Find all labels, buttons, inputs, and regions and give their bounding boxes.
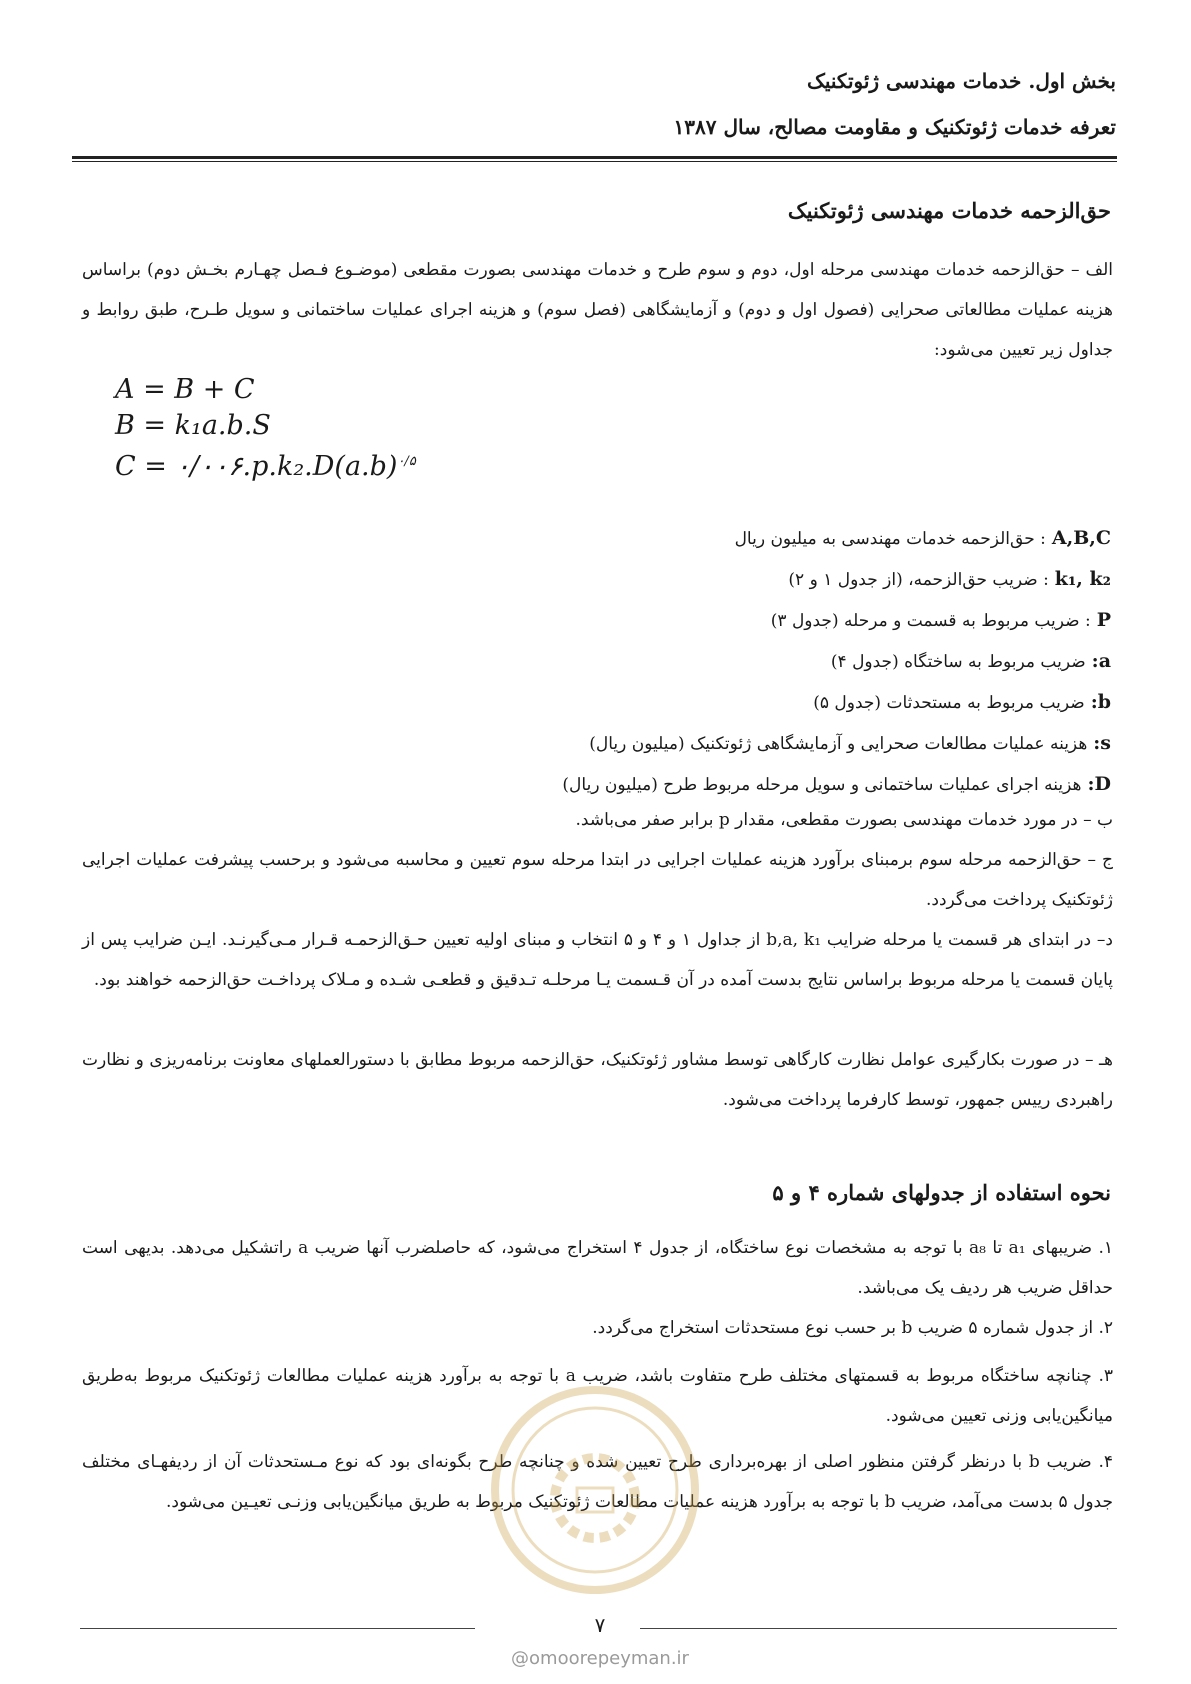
definition-symbol: a: — [1091, 650, 1111, 672]
footer-rule-right — [640, 1628, 1117, 1629]
definition-text: : ضریب مربوط به قسمت و مرحله (جدول ۳) — [770, 611, 1091, 631]
definition-symbol: A,B,C — [1051, 527, 1111, 549]
definition-text: : حق‌الزحمه خدمات مهندسی به میلیون ریال — [734, 529, 1046, 549]
formula-c — [115, 444, 416, 485]
definition-item — [562, 682, 1111, 723]
definition-symbol: P — [1096, 609, 1111, 631]
usage-item-1: ۱. ضریبهای a₁ تا a₈ با توجه به مشخصات نوع ساختگاه، از جدول ۴ استخراج می‌شود، که حاصلضرب آنها ضریب a راتشکیل می‌دهد. بدیهی است حداقل ضریب هر ردیف یک می‌باشد. — [82, 1238, 1113, 1298]
page-number: ۷ — [594, 1613, 606, 1637]
definition-symbol: D: — [1087, 773, 1111, 795]
formula-c-body: C = ۰/۰۰۶.p.k₂.D(a.b) — [115, 451, 398, 482]
definition-item — [562, 518, 1111, 559]
definition-text: ضریب مربوط به مستحدثات (جدول ۵) — [813, 693, 1085, 713]
header-rule-thick — [72, 156, 1117, 159]
definition-text: : ضریب حق‌الزحمه، (از جدول ۱ و ۲) — [788, 570, 1049, 590]
header-section-title: بخش اول. خدمات مهندسی ژئوتکنیک — [806, 69, 1116, 93]
watermark-seal-logo — [485, 1380, 705, 1600]
section1-title: حق‌الزحمه خدمات مهندسی ژئوتکنیک — [787, 198, 1111, 223]
formula-block — [115, 372, 416, 485]
definition-item — [562, 559, 1111, 600]
definition-item — [562, 723, 1111, 764]
paragraph-h: هـ – در صورت بکارگیری عوامل نظارت کارگاهی توسط مشاور ژئوتکنیک، حق‌الزحمه مربوط مطابق با دستورالعملهای معاونت برنامه‌ریزی و نظارت راهبردی رییس جمهور، توسط کارفرما پرداخت می‌شود. — [82, 1050, 1113, 1110]
usage-item-4: ۴. ضریب b با درنظر گرفتن منظور اصلی از بهره‌برداری طرح تعیین شده و چنانچه طرح بگونه‌ای بود که نوع مـستحدثات آن از ردیفهـای مختلف جدول ۵ بدست می‌آمد، ضریب b با توجه به برآورد هزینه عملیات مطالعات ژئوتکنیک مربوط به طریق میانگین‌یابی وزنـی تعیـین می‌شود. — [82, 1452, 1113, 1512]
definition-text: ضریب مربوط به ساختگاه (جدول ۴) — [830, 652, 1086, 672]
header-rule-thin — [72, 161, 1117, 162]
paragraph-b: ب – در مورد خدمات مهندسی بصورت مقطعی، مقدار p برابر صفر می‌باشد. — [575, 810, 1113, 830]
usage-item-3: ۳. چنانچه ساختگاه مربوط به قسمتهای مختلف طرح متفاوت باشد، ضریب a با توجه به برآورد هزینه عملیات مطالعات ژئوتکنیک مربوط به‌طریق میانگین‌یابی وزنی تعیین می‌شود. — [82, 1366, 1113, 1426]
usage-item-2: ۲. از جدول شماره ۵ ضریب b بر حسب نوع مستحدثات استخراج می‌گردد. — [592, 1318, 1113, 1338]
intro-paragraph: الف – حق‌الزحمه خدمات مهندسی مرحله اول، دوم و سوم طرح و خدمات مهندسی بصورت مقطعی (موضـوع فـصل چهـارم بخـش دوم) براساس هزینه عملیات مطالعاتی صحرایی (فصول اول و دوم) و آزمایشگاهی (فصل سوم) و هزینه اجرای عملیات ساختمانی و سویل طـرح، طبق روابط و جداول زیر تعیین می‌شود: — [82, 260, 1113, 360]
formula-c-exponent: ۰/۵ — [397, 454, 416, 469]
section2-title: نحوه استفاده از جدولهای شماره ۴ و ۵ — [772, 1180, 1111, 1205]
paragraph-d: د– در ابتدای هر قسمت یا مرحله ضرایب b,a, k₁ از جداول ۱ و ۴ و ۵ انتخاب و مبنای اولیه تعیین حـق‌الزحمـه قـرار مـی‌گیرنـد. ایـن ضرایب پس از پایان قسمت یا مرحله مربوط براساس نتایج بدست آمده در آن قـسمت یـا مرحلـه تـدقیق و قطعـی شـده و مـلاک پرداخـت حق‌الزحمه خواهند بود. — [82, 930, 1113, 990]
page-header — [76, 58, 1116, 150]
paragraph-j: ج – حق‌الزحمه مرحله سوم برمبنای برآورد هزینه عملیات اجرایی در ابتدا مرحله سوم تعیین و محاسبه می‌شود و برحسب پیشرفت عملیات اجرایی ژئوتکنیک پرداخت می‌گردد. — [82, 850, 1113, 910]
definition-item — [562, 641, 1111, 682]
definition-symbol: s: — [1093, 732, 1111, 754]
definition-text: هزینه عملیات مطالعات صحرایی و آزمایشگاهی ژئوتکنیک (میلیون ریال) — [589, 734, 1088, 754]
definition-item — [562, 600, 1111, 641]
watermark-url: @omoorepeyman.ir — [511, 1648, 689, 1669]
header-document-title: تعرفه خدمات ژئوتکنیک و مقاومت مصالح، سال ۱۳۸۷ — [673, 115, 1116, 139]
definition-item — [562, 764, 1111, 805]
footer-rule-left — [80, 1628, 475, 1629]
definitions-list — [562, 518, 1111, 805]
definition-symbol: b: — [1090, 691, 1111, 713]
definition-symbol: k₁, k₂ — [1054, 568, 1111, 590]
formula-a: A = B + C — [115, 374, 255, 405]
formula-b: B = k₁a.b.S — [115, 410, 271, 441]
definition-text: هزینه اجرای عملیات ساختمانی و سویل مرحله مربوط طرح (میلیون ریال) — [562, 775, 1082, 795]
